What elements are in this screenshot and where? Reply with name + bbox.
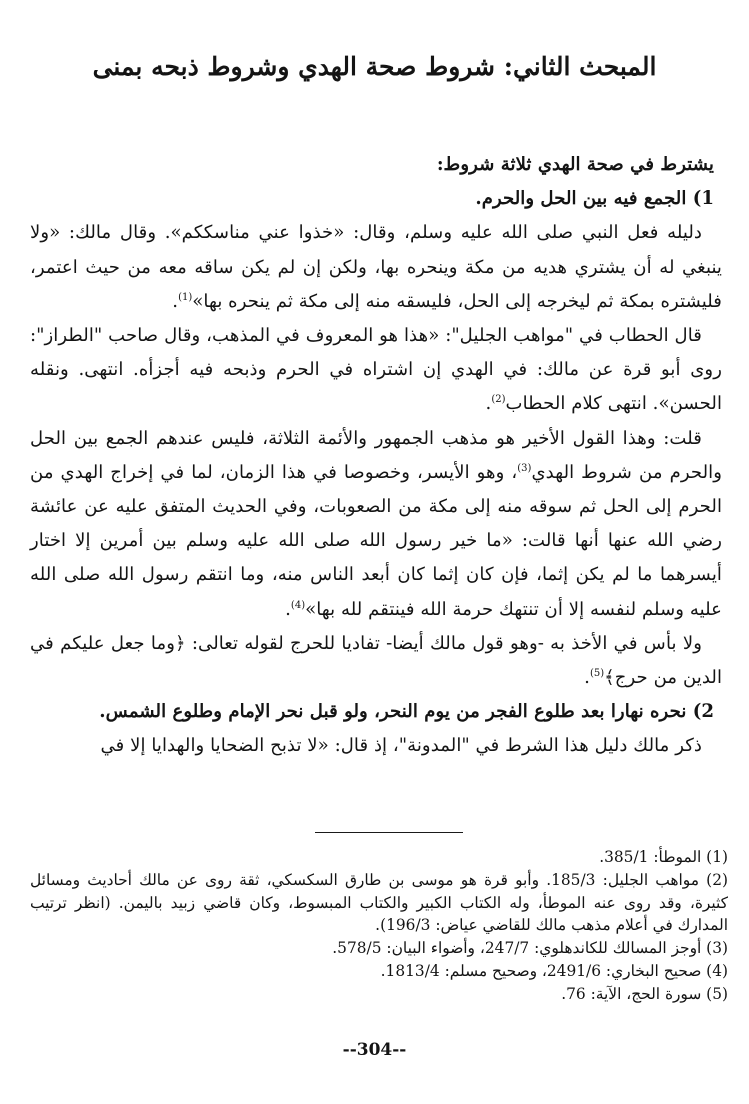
paragraph-3 <box>30 422 722 627</box>
footnote-3: (3) أوجز المسالك للكاندهلوي: 247/7، وأضواء البيان: 578/5. <box>332 939 728 958</box>
footnote-ref-2[interactable]: (2) <box>491 394 506 406</box>
paragraph-1-end: . <box>172 290 179 312</box>
footnote-ref-1[interactable]: (1) <box>178 291 193 303</box>
footnote-2: (2) مواهب الجليل: 185/3. وأبو قرة هو موسى بن طارق السكسكي، ثقة روى عن مالك أحاديث ومسائل كثيرة، وقد روى عنه الموطأ، وله الكتاب الكبير والكتاب المبسوط، وكان قاضي زبيد باليمن. (انظر ترتيب المدارك في أعلام مذهب مالك للقاضي عياض: 196/3). <box>30 870 728 935</box>
footnotes <box>30 846 728 1006</box>
paragraph-2-text: قال الحطاب في "مواهب الجليل": «هذا هو المعروف في المذهب، وقال صاحب "الطراز": روى أبو قرة عن مالك: في الهدي إن اشتراه في الحرم وذبحه فيه أجزأه. انتهى. ونقله الحسن». انتهى كلام الحطاب <box>30 325 722 415</box>
intro-heading: يشترط في صحة الهدي ثلاثة شروط: <box>436 154 714 175</box>
paragraph-4-text: ولا بأس في الأخذ به -وهو قول مالك أيضا- تفاديا للحرج لقوله تعالى: ﴿وما جعل عليكم في الدين من حرج﴾ <box>30 632 722 689</box>
footnote-separator <box>315 832 463 833</box>
paragraph-2-end: . <box>485 393 492 415</box>
footnote-ref-3[interactable]: (3) <box>517 462 532 474</box>
paragraph-1-text: دليله فعل النبي صلى الله عليه وسلم، وقال: «خذوا عني مناسككم». وقال مالك: «ولا ينبغي له أن يشتري هديه من مكة وينحره بها، ولكن إن لم يكن ساقه معه من حيث اعتمر، فليشتره بمكة ثم ليخرجه إلى الحل، فليسقه منه إلى مكة ثم ينحره بها» <box>30 222 722 312</box>
footnote-1: (1) الموطأ: 385/1. <box>599 848 728 866</box>
footnote-ref-5[interactable]: (5) <box>589 667 605 679</box>
paragraph-4-end: . <box>584 667 590 689</box>
footnote-4: (4) صحيح البخاري: 2491/6، وصحيح مسلم: 1813/4. <box>380 961 728 980</box>
paragraph-2 <box>30 319 722 422</box>
footnote-ref-4[interactable]: (4) <box>290 599 306 611</box>
paragraph-5: ذكر مالك دليل هذا الشرط في "المدونة"، إذ قال: «لا تذبح الضحايا والهدايا إلا في <box>100 735 702 757</box>
paragraph-4 <box>30 627 722 695</box>
paragraph-3-end: . <box>285 598 291 620</box>
paragraph-3-text-b: ، وهو الأيسر، وخصوصا في هذا الزمان، لما في إخراج الهدي من الحرم إلى الحل ثم سوقه منه إلى مكة من الصعوبات، وفي الحديث المتفق عليه عن عائشة رضي الله عنها أنها قالت: «ما خير رسول الله صلى الله عليه وسلم بين أمرين إلا اختار أيسرهما ما لم يكن إثما، فإن كان إثما كان أبعد الناس منه، وما انتقم رسول الله صلى الله عليه وسلم لنفسه إلا أن تنتهك حرمة الله فينتقم لله بها» <box>30 461 722 620</box>
paragraph-1 <box>30 216 722 319</box>
condition-2-heading: 2) نحره نهارا بعد طلوع الفجر من يوم النحر، ولو قبل نحر الإمام وطلوع الشمس. <box>99 701 714 723</box>
condition-1-heading: 1) الجمع فيه بين الحل والحرم. <box>475 188 714 210</box>
main-text <box>30 148 722 764</box>
section-title: المبحث الثاني: شروط صحة الهدي وشروط ذبحه بمنى <box>92 52 657 81</box>
page-number: --304-- <box>342 1040 407 1060</box>
footnote-5: (5) سورة الحج، الآية: 76. <box>561 984 728 1003</box>
paragraph-3-text-a: قلت: وهذا القول الأخير هو مذهب الجمهور والأئمة الثلاثة، فليس عندهم الجمع بين الحل والحرم من شروط الهدي <box>30 427 722 483</box>
